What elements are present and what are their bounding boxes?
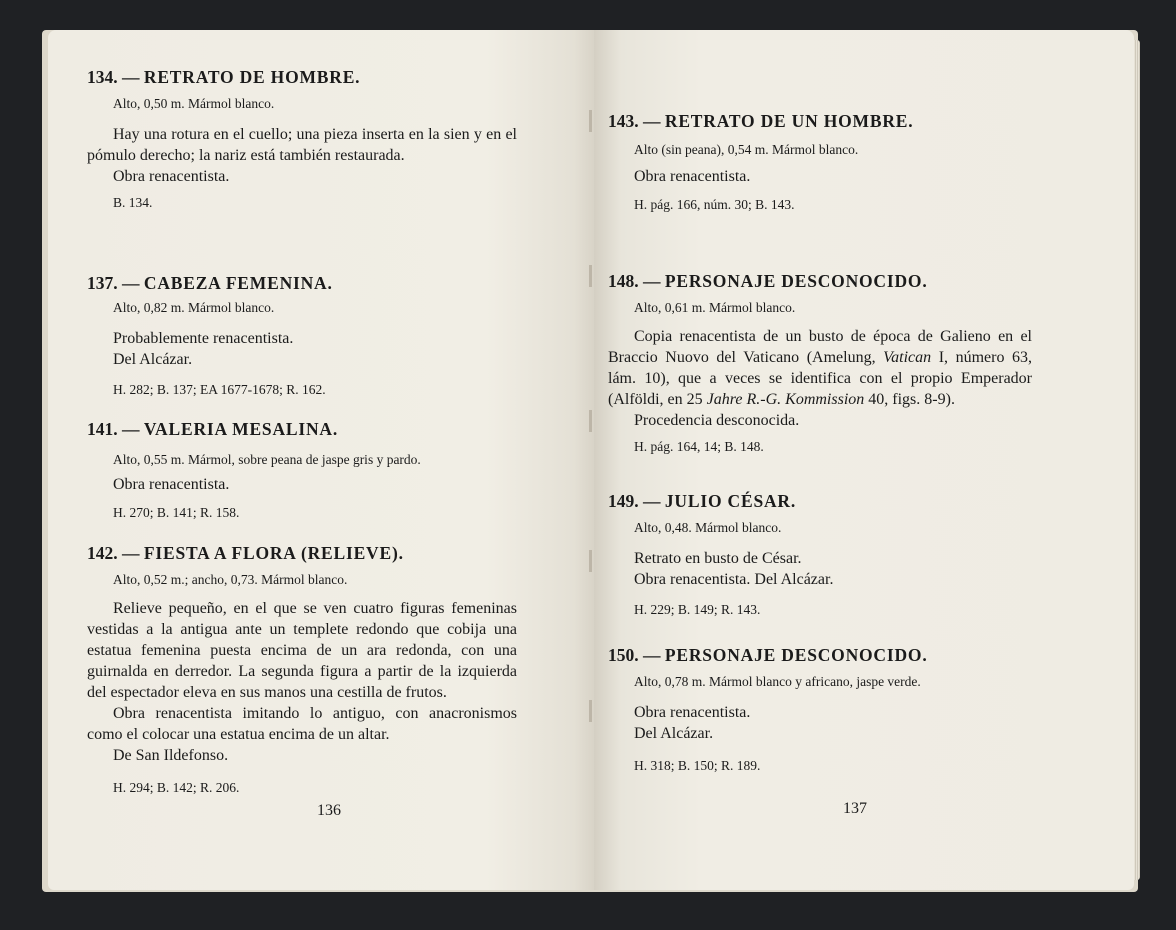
entry-paragraph: Obra renacentista. [634, 168, 751, 185]
entry-title: 141. — VALERIA MESALINA. [87, 419, 339, 439]
entry-references: H. 318; B. 150; R. 189. [634, 758, 761, 773]
entry-paragraph: Obra renacentista. [113, 476, 230, 493]
entry-references: H. 294; B. 142; R. 206. [113, 780, 240, 795]
entry-title: 137. — CABEZA FEMENINA. [87, 273, 333, 293]
entry-title: 150. — PERSONAJE DESCONOCIDO. [608, 645, 928, 665]
binding-stitch [589, 550, 592, 572]
entry-references: H. 282; B. 137; EA 1677-1678; R. 162. [113, 382, 326, 397]
entry-dimensions: Alto, 0,48. Mármol blanco. [634, 520, 782, 535]
entry-dimensions: Alto, 0,61 m. Mármol blanco. [634, 300, 796, 315]
left-column [87, 66, 517, 798]
entry-paragraph: Retrato en busto de César. [634, 550, 802, 567]
entry-142 [87, 542, 517, 798]
entry-134 [87, 66, 517, 248]
entry-149 [608, 490, 1032, 644]
entry-references: H. 270; B. 141; R. 158. [113, 505, 240, 520]
entry-title: 134. — RETRATO DE HOMBRE. [87, 67, 361, 87]
entry-paragraph: Copia renacentista de un busto de época de Galieno en el Braccio Nuovo del Vaticano (Amelung, Vatican I, número 63, lám. 10), que a veces se identifica con el propio Emperador (Alföldi, en 25 Jahre R.-G. Kommission 40, figs. 8-9). [608, 328, 1032, 408]
entry-paragraph: De San Ildefonso. [113, 747, 229, 764]
page-number: 137 [843, 800, 867, 817]
entry-148 [608, 270, 1032, 490]
binding-stitch [589, 700, 592, 722]
entry-dimensions: Alto, 0,52 m.; ancho, 0,73. Mármol blanco. [113, 572, 348, 587]
entry-dimensions: Alto (sin peana), 0,54 m. Mármol blanco. [634, 142, 859, 157]
entry-141 [87, 418, 517, 526]
entry-paragraph: Procedencia desconocida. [634, 412, 800, 429]
entry-paragraph: Hay una rotura en el cuello; una pieza inserta en la sien y en el pómulo derecho; la nariz está también restaurada. [87, 126, 517, 164]
entry-paragraph: Obra renacentista. Del Alcázar. [634, 571, 834, 588]
entry-paragraph: Probablemente renacentista. [113, 330, 294, 347]
entry-paragraph: Obra renacentista. [113, 168, 230, 185]
page-number: 136 [317, 802, 341, 819]
entry-title: 142. — FIESTA A FLORA (RELIEVE). [87, 543, 404, 563]
entry-paragraph: Obra renacentista. [634, 704, 751, 721]
entry-paragraph: Relieve pequeño, en el que se ven cuatro figuras femeninas vestidas a la antigua ante un templete redondo que cobija una estatua femenina puesta encima de un ara redonda, con una guirnalda en derredor. La segunda figura a partir de la izquierda del espectador eleva en sus manos una cestilla de frutos. [87, 600, 517, 701]
entry-title: 149. — JULIO CÉSAR. [608, 491, 797, 511]
entry-title: 143. — RETRATO DE UN HOMBRE. [608, 111, 914, 131]
entry-dimensions: Alto, 0,55 m. Mármol, sobre peana de jaspe gris y pardo. [113, 452, 421, 467]
entry-137 [87, 272, 517, 418]
entry-150 [608, 644, 1032, 776]
entry-references: H. pág. 164, 14; B. 148. [634, 439, 764, 454]
page-edges [1134, 40, 1140, 880]
entry-references: B. 134. [113, 195, 153, 210]
binding-stitch [589, 265, 592, 287]
binding-stitch [589, 110, 592, 132]
entry-dimensions: Alto, 0,82 m. Mármol blanco. [113, 300, 275, 315]
right-column [608, 78, 1032, 776]
entry-dimensions: Alto, 0,50 m. Mármol blanco. [113, 96, 275, 111]
entry-title: 148. — PERSONAJE DESCONOCIDO. [608, 271, 928, 291]
entry-references: H. pág. 166, núm. 30; B. 143. [634, 197, 795, 212]
entry-143 [608, 110, 1032, 252]
entry-dimensions: Alto, 0,78 m. Mármol blanco y africano, jaspe verde. [634, 674, 921, 689]
entry-paragraph: Del Alcázar. [113, 351, 193, 368]
entry-paragraph: Del Alcázar. [634, 725, 714, 742]
entry-references: H. 229; B. 149; R. 143. [634, 602, 761, 617]
entry-paragraph: Obra renacentista imitando lo antiguo, con anacronismos como el colocar una estatua encima de un altar. [87, 705, 517, 743]
binding-stitch [589, 410, 592, 432]
